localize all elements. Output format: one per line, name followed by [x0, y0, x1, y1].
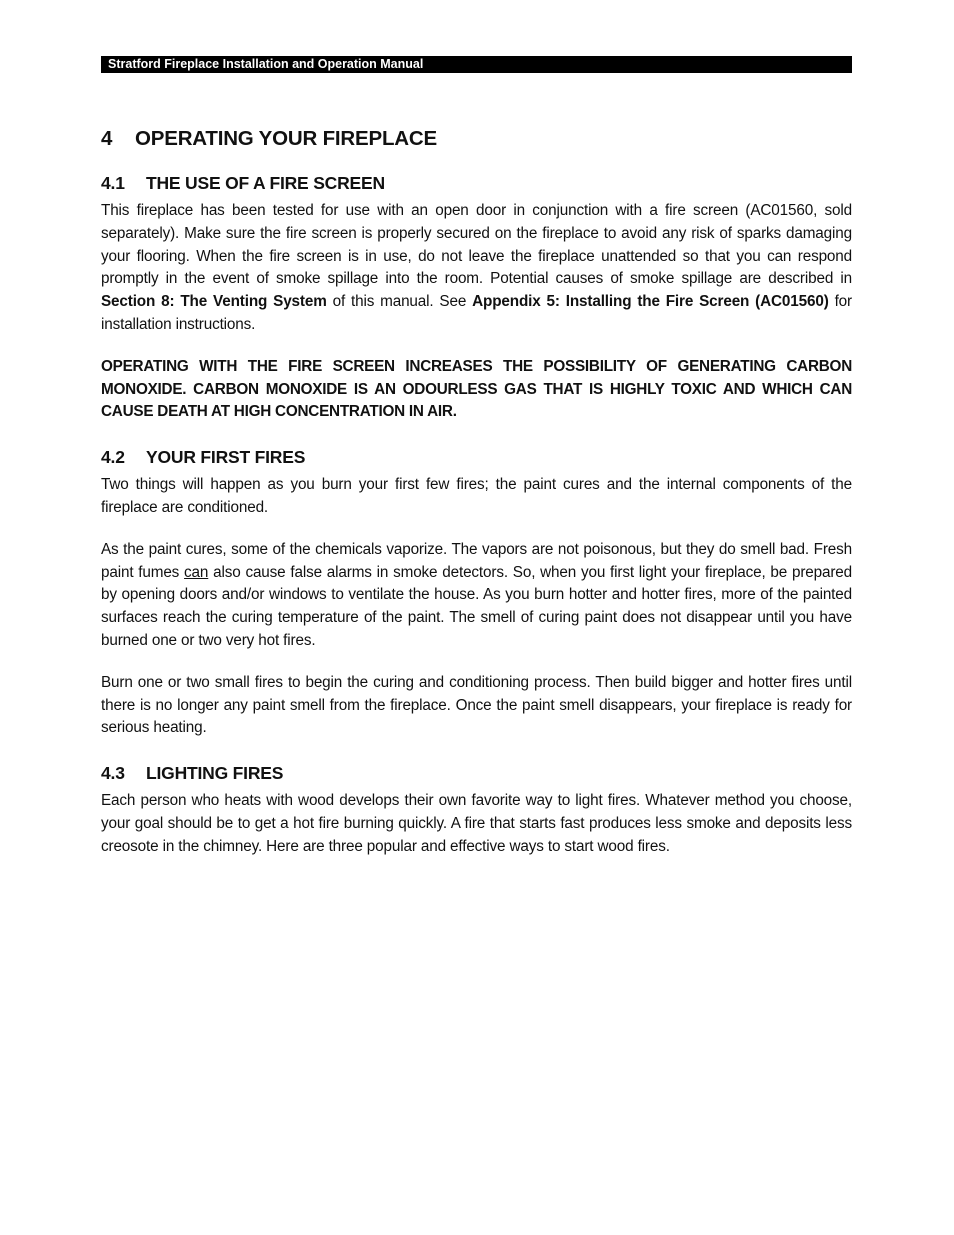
- lighting-fires-paragraph: Each person who heats with wood develops their own favorite way to light fires. Whatever method you choose, your goal should be to get a hot fire burning quickly. A fire that starts fast produces less smoke and deposits less creosote in the chimney. Here are three popular and effective ways to start wood fires.: [101, 792, 852, 855]
- text-run: also cause false alarms in smoke detectors. So, when you first light your fireplace, be prepared by opening doors and/or windows to ventilate the house. As you burn hotter and hotter fires, more of the painted surfaces reach the curing temperature of the paint. The smell of curing paint does not disappear until you have burned one or two very hot fires.: [101, 563, 853, 649]
- section-number: 4: [101, 127, 113, 150]
- page-body: [101, 124, 852, 859]
- subsection-number: 4.2: [101, 447, 125, 468]
- text-run: As the paint cures, some of the chemicals vaporize. The vapors are not poisonous, but they do smell bad. Fresh paint fumes: [101, 540, 852, 581]
- subsection-heading-4-1: [101, 170, 852, 196]
- section-8-reference: Section 8: The Venting System: [101, 293, 327, 311]
- running-header: [101, 56, 852, 73]
- carbon-monoxide-warning: OPERATING WITH THE FIRE SCREEN INCREASES THE POSSIBILITY OF GENERATING CARBON MONOXIDE. CARBON MONOXIDE IS AN ODOURLESS GAS THAT IS HIGHLY TOXIC AND WHICH CAN CAUSE DEATH AT HIGH CONCENTRATION IN AIR.: [101, 357, 852, 421]
- subsection-number: 4.3: [101, 763, 125, 784]
- subsection-title: LIGHTING FIRES: [146, 763, 284, 784]
- text-run: for installation instructions.: [101, 293, 852, 333]
- section-title: OPERATING YOUR FIREPLACE: [135, 127, 437, 150]
- subsection-number: 4.1: [101, 173, 125, 193]
- first-fires-paragraph-2: [101, 539, 852, 653]
- subsection-title: YOUR FIRST FIRES: [146, 447, 306, 468]
- text-run: of this manual. See: [326, 293, 473, 311]
- first-fires-paragraph-3: Burn one or two small fires to begin the curing and conditioning process. Then build bigger and hotter fires until there is no longer any paint smell from the fireplace. Once the paint smell disappears, your fireplace is ready for serious heating.: [101, 673, 852, 737]
- section-heading-4: [101, 124, 852, 154]
- subsection-heading-4-2: [101, 444, 852, 470]
- subsection-title: THE USE OF A FIRE SCREEN: [146, 173, 385, 193]
- first-fires-paragraph-1: Two things will happen as you burn your first few fires; the paint cures and the internal components of the fireplace are conditioned.: [101, 476, 852, 516]
- running-header-title: Stratford Fireplace Installation and Operation Manual: [108, 57, 424, 71]
- underlined-word: can: [184, 563, 209, 581]
- fire-screen-paragraph: [101, 200, 852, 337]
- subsection-heading-4-3: [101, 760, 852, 786]
- appendix-5-reference: Appendix 5: Installing the Fire Screen (AC01560): [472, 293, 829, 311]
- text-run: This fireplace has been tested for use with an open door in conjunction with a fire screen (AC01560, sold separately). Make sure the fire screen is properly secured on the fireplace to avoid any risk of sparks damaging your flooring. When the fire screen is in use, do not leave the fireplace unattended so that you can respond promptly in the event of smoke spillage into the room. Potential causes of smoke spillage are described in: [101, 202, 852, 288]
